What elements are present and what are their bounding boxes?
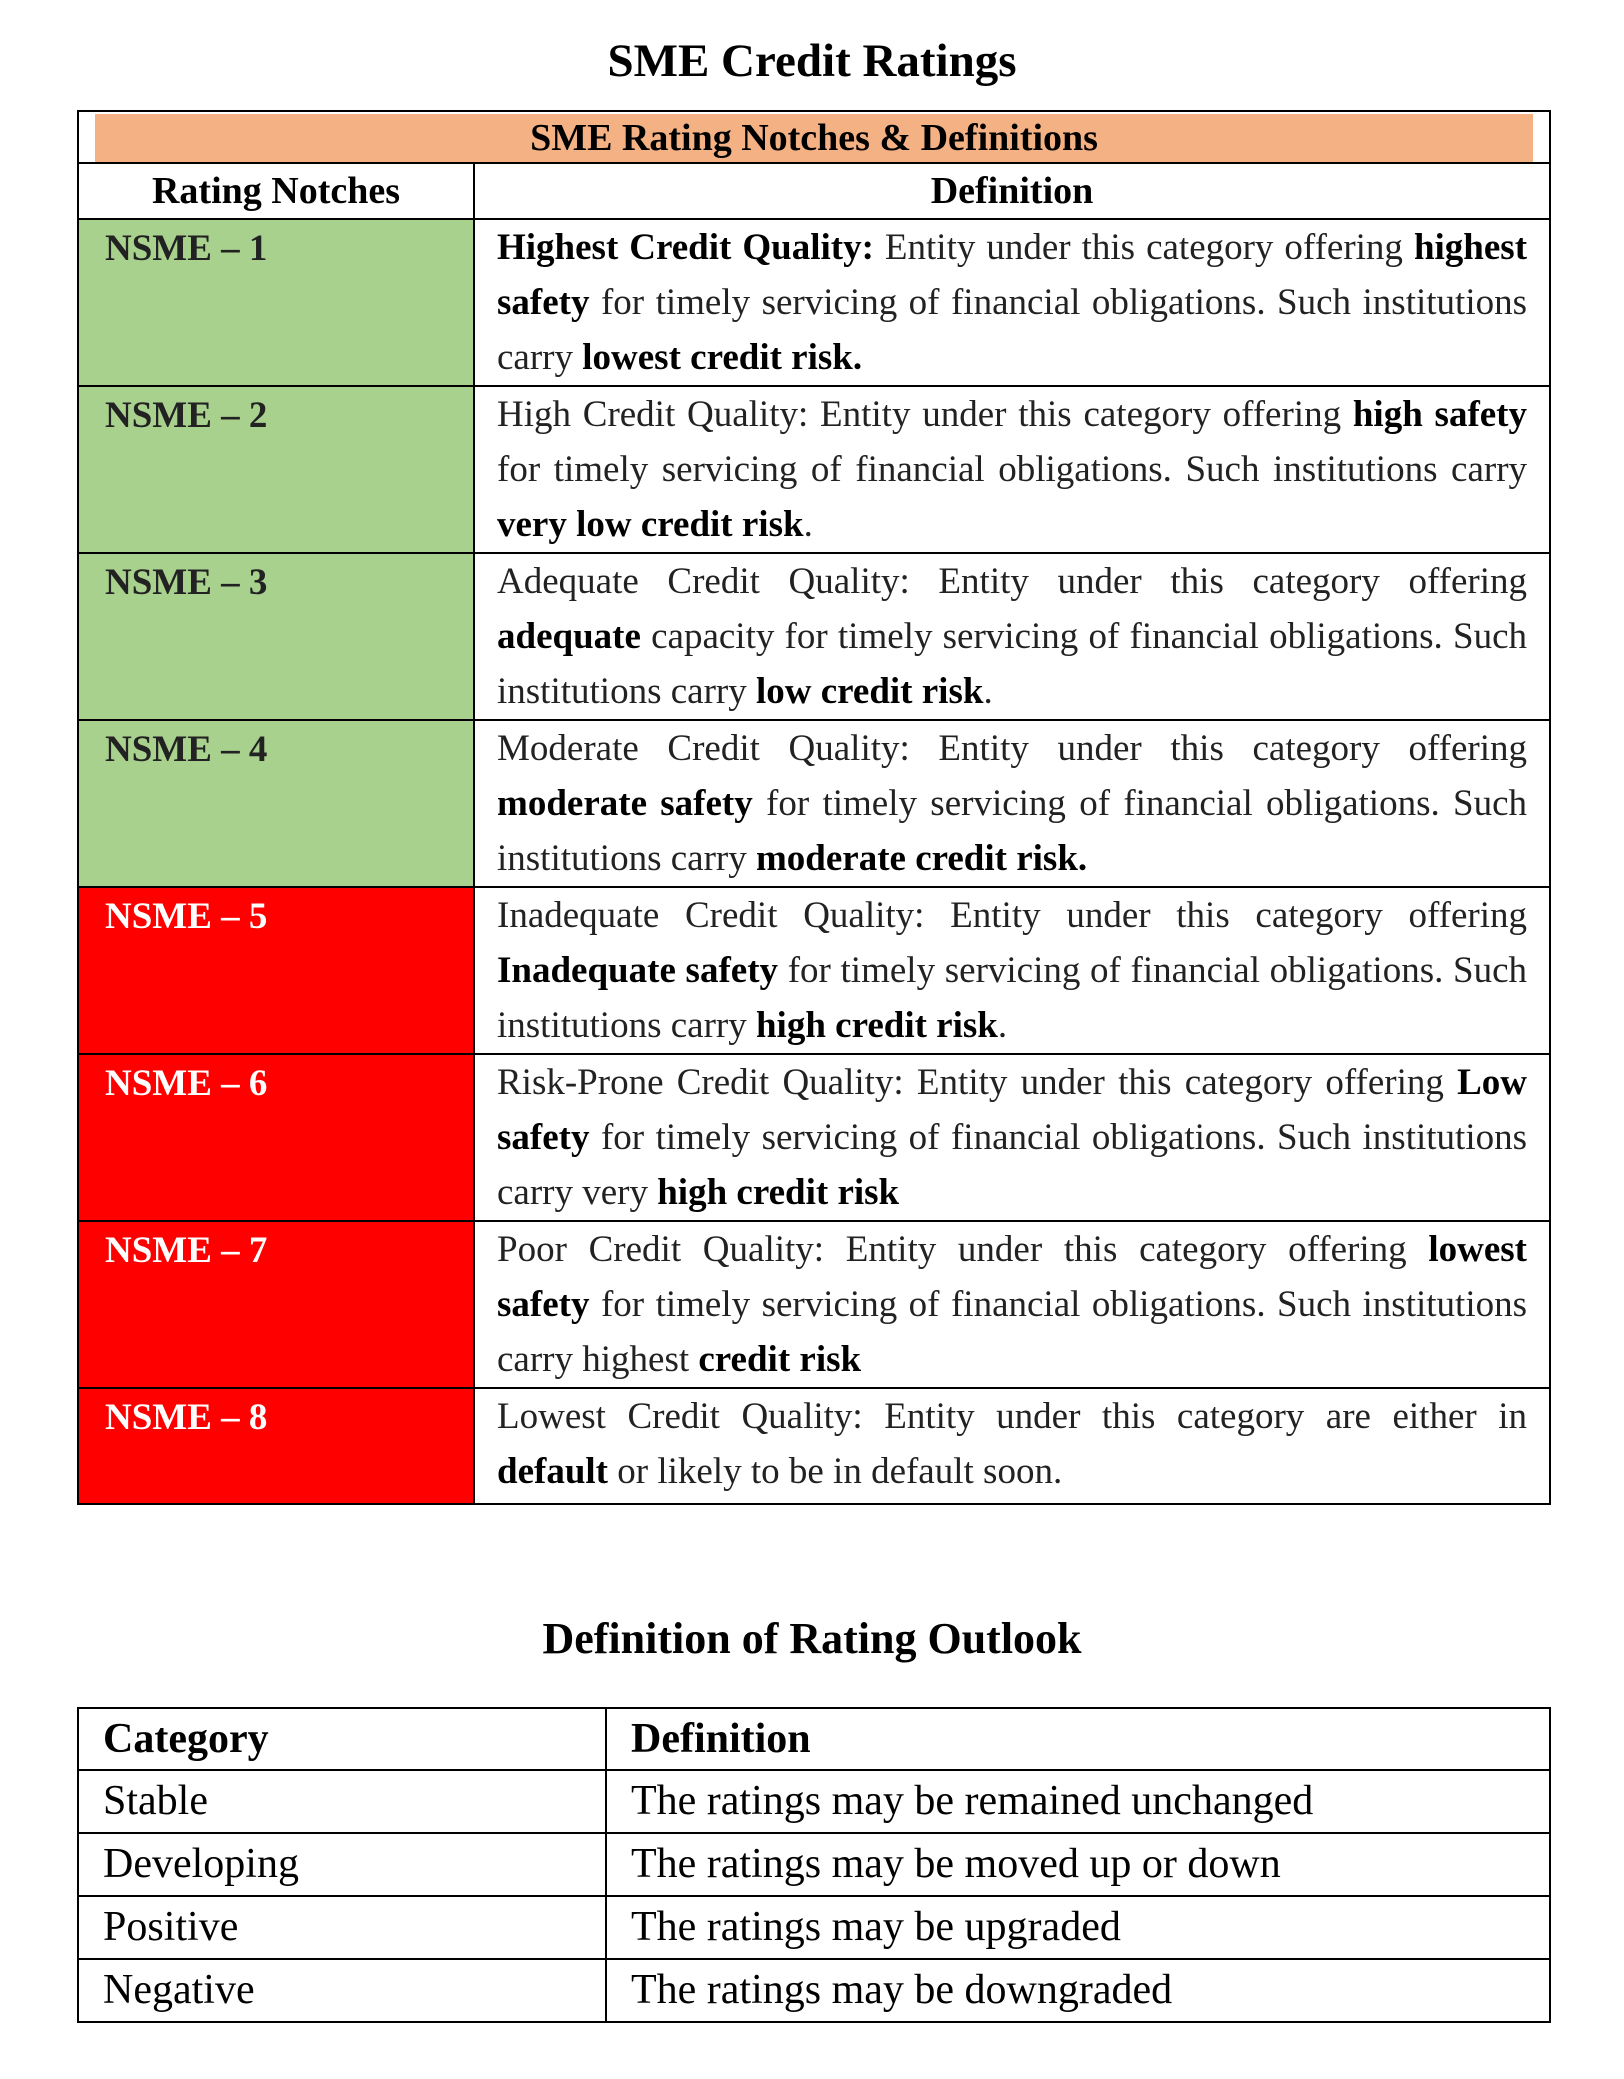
rating-row [78,1388,1550,1504]
rating-notch: NSME – 8 [78,1388,474,1504]
header-definition: Definition [474,163,1550,219]
rating-row [78,1054,1550,1221]
rating-notch: NSME – 6 [78,1054,474,1221]
rating-notch: NSME – 5 [78,887,474,1054]
rating-definition [474,1054,1550,1221]
rating-row [78,720,1550,887]
outlook-title: Definition of Rating Outlook [542,1614,1082,1663]
rating-definition [474,386,1550,553]
definition-text: or likely to be in default soon. [608,1451,1063,1492]
definition-emphasis: lowest credit risk. [582,337,863,378]
definition-text: . [997,1005,1008,1046]
header-category: Category [78,1708,606,1770]
rating-row [78,553,1550,720]
outlook-row [78,1833,1550,1896]
definition-text: capacity for timely servicing of financial obligations. Such institutions carry [497,616,1528,712]
outlook-definition: The ratings may be moved up or down [606,1833,1550,1896]
ratings-banner: SME Rating Notches & Definitions [95,114,1533,162]
ratings-table [77,110,1551,1505]
definition-text: Inadequate Credit Quality: Entity under this category offering [497,895,1528,936]
outlook-definition: The ratings may be downgraded [606,1959,1550,2022]
ratings-banner-cell [78,111,1550,163]
rating-row [78,219,1550,386]
header-rating-notches: Rating Notches [78,163,474,219]
rating-definition [474,553,1550,720]
rating-definition [474,1388,1550,1504]
definition-text: for timely servicing of financial obligations. Such institutions carry [497,783,1528,879]
definition-emphasis: default [497,1451,608,1492]
rating-definition [474,887,1550,1054]
definition-emphasis: very low credit risk [497,504,804,545]
outlook-row [78,1896,1550,1959]
definition-text: . [983,671,993,712]
definition-text: Lowest Credit Quality: Entity under this category are either in [497,1396,1528,1437]
page-title: SME Credit Ratings [607,35,1017,87]
outlook-definition: The ratings may be remained unchanged [606,1770,1550,1833]
definition-text: for timely servicing of financial obligations. Such institutions carry [497,282,1528,378]
definition-text: . [803,504,813,545]
rating-notch: NSME – 4 [78,720,474,887]
rating-row [78,1221,1550,1388]
outlook-definition: The ratings may be upgraded [606,1896,1550,1959]
rating-definition [474,720,1550,887]
definition-text: Entity under this category offering [873,227,1414,268]
outlook-row [78,1959,1550,2022]
outlook-category: Developing [78,1833,606,1896]
definition-text: Risk-Prone Credit Quality: Entity under this category offering [497,1062,1458,1103]
definition-text: Moderate Credit Quality: Entity under this category offering [497,728,1528,769]
definition-emphasis: low credit risk [755,671,984,712]
definition-emphasis: high safety [1352,394,1528,435]
rating-notch: NSME – 3 [78,553,474,720]
definition-emphasis: adequate [497,616,641,657]
rating-notch: NSME – 7 [78,1221,474,1388]
rating-notch: NSME – 1 [78,219,474,386]
definition-emphasis: Inadequate safety [497,950,779,991]
definition-emphasis: moderate credit risk. [755,838,1088,879]
definition-emphasis: credit risk [698,1339,862,1380]
outlook-category: Stable [78,1770,606,1833]
definition-text: Adequate Credit Quality: Entity under this category offering [497,561,1528,602]
definition-emphasis: high credit risk [657,1172,900,1213]
definition-emphasis: moderate safety [497,783,753,824]
outlook-table [77,1707,1551,2023]
outlook-category: Positive [78,1896,606,1959]
rating-row [78,887,1550,1054]
definition-text: High Credit Quality: Entity under this category offering [497,394,1353,435]
definition-text: for timely servicing of financial obligations. Such institutions carry very [497,1117,1528,1213]
definition-emphasis: Low safety [497,1062,1528,1158]
definition-text: for timely servicing of financial obligations. Such institutions carry [497,950,1528,1046]
rating-row [78,386,1550,553]
definition-emphasis: high credit risk [755,1005,998,1046]
definition-text: Poor Credit Quality: Entity under this category offering [497,1229,1429,1270]
rating-notch: NSME – 2 [78,386,474,553]
definition-emphasis: highest safety [497,227,1528,323]
definition-emphasis: Highest Credit Quality: [497,227,874,268]
rating-definition [474,219,1550,386]
outlook-category: Negative [78,1959,606,2022]
rating-definition [474,1221,1550,1388]
header-outlook-definition: Definition [606,1708,1550,1770]
outlook-row [78,1770,1550,1833]
definition-emphasis: lowest safety [497,1229,1528,1325]
definition-text: for timely servicing of financial obligations. Such institutions carry [497,449,1528,490]
definition-text: for timely servicing of financial obligations. Such institutions carry highest [497,1284,1528,1380]
